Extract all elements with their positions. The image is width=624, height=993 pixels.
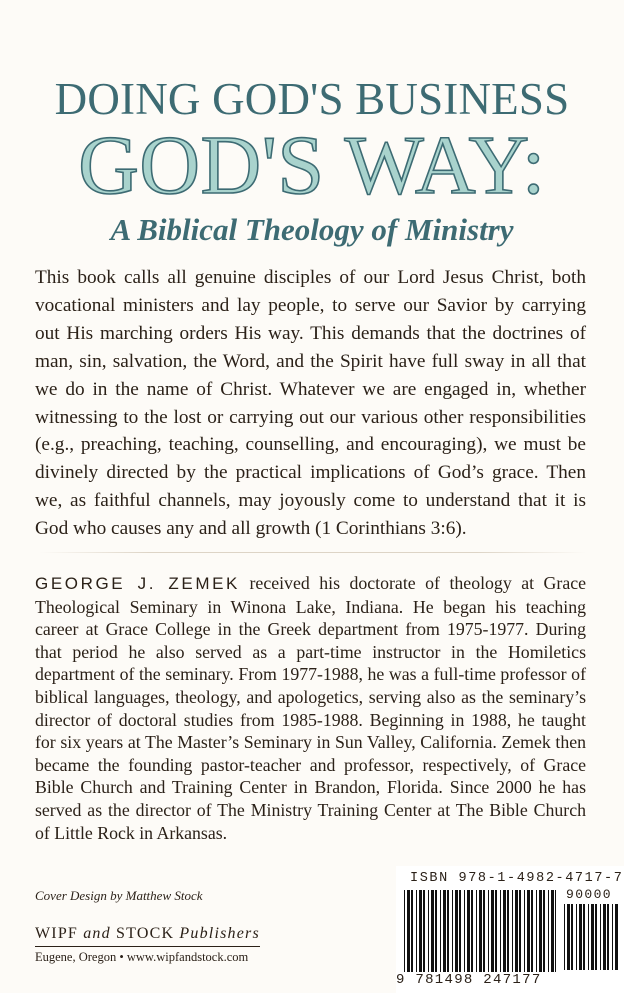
- author-bio-text: received his doctorate of theology at Grace Theological Seminary in Winona Lake, Indiana. He began his teaching career at Grace College in the Greek department from 1975-1977. During that period he also served as a part-time instructor in the Homiletics department of the seminary. From 1977-1988, he was a full-time professor of biblical languages, theology, and apologetics, serving also as the seminary’s director of doctoral studies from 1985-1988. Beginning in 1988, he taught for six years at The Master’s Seminary in Sun Valley, California. Zemek then became the founding pastor-teacher and professor, respectively, of Grace Bible Church and Training Center in Brandon, Florida. Since 2000 he has served as the director of The Ministry Training Center at The Bible Church of Little Rock in Arkansas.: [35, 573, 586, 843]
- publisher-name-and: and: [83, 925, 111, 942]
- subtitle: A Biblical Theology of Ministry: [110, 212, 514, 247]
- book-description: This book calls all genuine disciples of our Lord Jesus Christ, both vocational ministers and lay people, to serve our Savior by carrying out His marching orders His way. This demands that the doctrines of man, sin, salvation, the Word, and the Spirit have full sway in all that we do in the name of Christ. Whatever we are engaged in, whether witnessing to the lost or carrying out our various other responsibilities (e.g., preaching, teaching, counselling, and encouraging), we must be divinely directed by the practical implications of God’s grace. Then we, as faithful channels, may joyously come to understand that it is God who causes any and all growth (1 Corinthians 3:6).: [35, 267, 586, 540]
- title-line-1: DOING GOD'S BUSINESS: [54, 74, 570, 124]
- cover-design-credit: Cover Design by Matthew Stock: [35, 888, 203, 903]
- price-code: 90000: [566, 887, 613, 902]
- publisher-name: [35, 925, 260, 947]
- barcode: [396, 866, 624, 993]
- author-bio: [35, 572, 586, 844]
- isbn-label: ISBN 978-1-4982-4717-7: [410, 871, 624, 886]
- publisher-location: Eugene, Oregon • www.wipfandstock.com: [35, 950, 249, 964]
- title-line-2: GOD'S WAY:: [78, 119, 546, 212]
- barcode-bars-icon: [396, 866, 624, 976]
- publisher-name-part: WIPF: [35, 925, 84, 942]
- publisher-name-publishers: Publishers: [179, 925, 260, 942]
- section-divider: [40, 552, 586, 553]
- barcode-digits: 9 781498 247177: [396, 972, 542, 988]
- publisher-name-part: STOCK: [110, 925, 180, 942]
- author-name: GEORGE J. ZEMEK: [35, 574, 240, 593]
